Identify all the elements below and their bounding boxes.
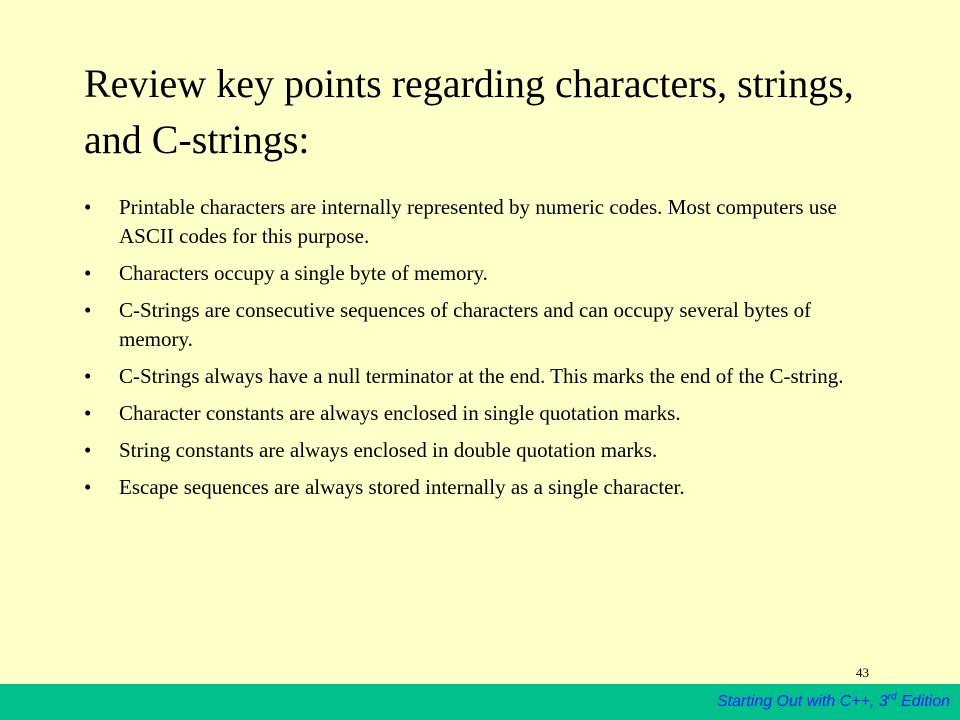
page-number: 43	[856, 665, 869, 680]
bullet-icon: •	[84, 364, 92, 388]
slide-title: Review key points regarding characters, strings, and C-strings:	[84, 61, 854, 162]
bullet-item	[84, 436, 884, 465]
bullet-icon: •	[84, 261, 92, 285]
footer-bar	[0, 684, 960, 720]
bullet-icon: •	[84, 401, 92, 425]
footer-text-before: Starting Out with C++, 3	[716, 693, 888, 710]
bullet-list	[84, 193, 884, 510]
bullet-item	[84, 259, 884, 288]
footer-text-after: Edition	[896, 693, 950, 710]
bullet-icon: •	[84, 475, 92, 499]
bullet-text: String constants are always enclosed in double quotation marks.	[119, 438, 658, 462]
bullet-icon: •	[84, 298, 92, 322]
footer-book-title	[717, 692, 950, 712]
bullet-item	[84, 473, 884, 502]
footer-superscript: rd	[887, 691, 897, 703]
bullet-text: Printable characters are internally represented by numeric codes. Most computers use ASCII codes for this purpose.	[119, 195, 837, 248]
bullet-icon: •	[84, 195, 92, 219]
bullet-text: C-Strings are consecutive sequences of characters and can occupy several bytes of memory.	[119, 298, 812, 351]
bullet-item	[84, 296, 884, 354]
bullet-item	[84, 399, 884, 428]
bullet-text: Characters occupy a single byte of memory.	[119, 261, 488, 285]
bullet-item	[84, 193, 884, 251]
bullet-text: Escape sequences are always stored internally as a single character.	[119, 475, 685, 499]
bullet-icon: •	[84, 438, 92, 462]
bullet-text: C-Strings always have a null terminator at the end. This marks the end of the C-string.	[119, 364, 844, 388]
bullet-text: Character constants are always enclosed in single quotation marks.	[119, 401, 681, 425]
bullet-item	[84, 362, 884, 391]
